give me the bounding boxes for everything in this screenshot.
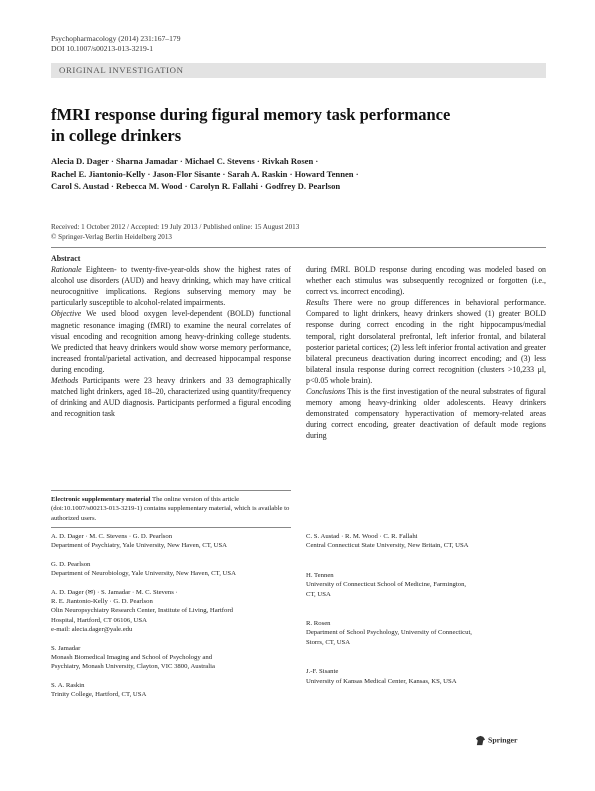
- title-line-1: fMRI response during figural memory task performance: [51, 105, 451, 124]
- esm-label: Electronic supplementary material: [51, 496, 151, 503]
- received-dates: Received: 1 October 2012 / Accepted: 19 July 2013 / Published online: 15 August 2013: [51, 223, 300, 231]
- publication-dates: [51, 222, 541, 242]
- abstract-heading: Abstract: [51, 254, 81, 263]
- affiliation-block: [51, 532, 296, 551]
- affiliation-line: Department of Neurobiology, Yale University, New Haven, CT, USA: [51, 570, 236, 578]
- esm-note: [51, 495, 291, 523]
- affiliation-block: [51, 560, 296, 579]
- methods-label: Methods: [51, 376, 79, 386]
- affiliation-names: G. D. Pearlson: [51, 560, 91, 568]
- affiliation-block: [51, 588, 296, 635]
- affiliation-names: R. Rosen: [306, 620, 331, 628]
- affiliation-line: University of Connecticut School of Medicine, Farmington,: [306, 581, 467, 589]
- rationale-label: Rationale: [51, 265, 82, 275]
- affiliations-right: [306, 532, 546, 686]
- affiliation-block: [306, 532, 546, 551]
- affiliation-block: [306, 571, 546, 599]
- results-label: Results: [306, 298, 329, 308]
- affiliation-line: Psychiatry, Monash University, Clayton, VIC 3800, Australia: [51, 663, 215, 671]
- affiliation-line: Storrs, CT, USA: [306, 638, 351, 646]
- paper-title: [51, 104, 531, 146]
- affiliation-line: Hospital, Hartford, CT 06106, USA: [51, 616, 147, 624]
- doi-line: DOI 10.1007/s00213-013-3219-1: [51, 44, 154, 53]
- affiliation-names: S. Jamadar: [51, 644, 81, 652]
- affiliation-names: A. D. Dager · M. C. Stevens · G. D. Pearlson: [51, 533, 173, 540]
- affiliation-line: University of Kansas Medical Center, Kansas, KS, USA: [306, 677, 457, 685]
- authors-line-2: Rachel E. Jiantonio-Kelly · Jason-Flor Sisante · Sarah A. Raskin · Howard Tennen ·: [51, 168, 359, 179]
- rationale-text: Eighteen- to twenty-five-year-olds show the highest rates of alcohol use disorders (AUD) and heavy drinking, which may have critical neurocognitive implications. Regions subserving memory may be particularly susceptible to alcohol-related impairments.: [51, 265, 291, 308]
- publisher-logo: [475, 735, 517, 746]
- abstract-top-rule: [51, 247, 546, 248]
- affiliation-block: [306, 667, 546, 686]
- affiliation-line: Department of Psychiatry, Yale University, New Haven, CT, USA: [51, 542, 228, 550]
- affiliations-left: [51, 532, 296, 700]
- affiliation-names: S. A. Raskin: [51, 681, 85, 689]
- authors-line-1: Alecia D. Dager · Sharna Jamadar · Michael C. Stevens · Rivkah Rosen ·: [51, 156, 319, 166]
- affiliation-names: H. Tennen: [306, 571, 334, 579]
- esm-text: The online version of this article (doi:10.1007/s00213-013-3219-1) contains supplementary material, which is available to authorized users.: [51, 496, 290, 522]
- affiliation-names: C. S. Austad · R. M. Wood · C. R. Fallahi: [306, 533, 418, 540]
- affiliation-names: A. D. Dager (✉) · S. Jamadar · M. C. Stevens ·: [51, 588, 178, 596]
- objective-text: We used blood oxygen level-dependent (BOLD) functional magnetic resonance imaging (fMRI) to examine the neural correlates of visual encoding and recognition among heavy-drinking college students. We predicted that heavy drinkers would show worse memory performance, increased frontal/parietal activation, and decreased hippocampal response during encoding.: [51, 309, 291, 374]
- affiliation-line: Central Connecticut State University, New Britain, CT, USA: [306, 542, 469, 550]
- abstract-left-column: [51, 253, 291, 419]
- affiliation-line: Department of School Psychology, University of Connecticut,: [306, 629, 472, 637]
- methods-text: Participants were 23 heavy drinkers and 33 demographically matched light drinkers, aged 18–20, characterized using quantity/frequency of drinking and AUD diagnosis. Participants performed a figural encoding and recognition task: [51, 376, 291, 419]
- affiliation-line: R. E. Jiantonio-Kelly · G. D. Pearlson: [51, 598, 153, 606]
- affiliation-line: Olin Neuropsychiatry Research Center, Institute of Living, Hartford: [51, 607, 233, 615]
- author-list: [51, 155, 521, 193]
- authors-line-3: Carol S. Austad · Rebecca M. Wood · Carolyn R. Fallahi · Godfrey D. Pearlson: [51, 181, 341, 191]
- affiliation-block: [51, 681, 296, 700]
- affiliation-line: Trinity College, Hartford, CT, USA: [51, 691, 147, 699]
- springer-horse-icon: [475, 735, 486, 746]
- section-label-bar: [51, 63, 546, 78]
- abstract-right-column: [306, 264, 546, 442]
- conclusions-text: This is the first investigation of the neural substrates of figural memory among heavy-drinking older adolescents. Heavy drinkers demonstrated compensatory hyperactivation of memory-related areas during correct encoding, greater deactivation of default mode regions during: [306, 387, 546, 441]
- publisher-name: Springer: [488, 735, 518, 745]
- methods-continuation: during fMRI. BOLD response during encoding was modeled based on whether each stimulus was subsequently recognized or forgotten (i.e., correct vs. incorrect encoding).: [306, 265, 546, 297]
- results-text: There were no group differences in behavioral performance. Compared to light drinkers, heavy drinkers showed (1) greater BOLD response during correct encoding in the right hippocampus/medial temporal, right dorsolateral prefrontal, left inferior frontal, and bilateral posterior parietal cortices; (2) less left inferior frontal activation and greater bilateral precuneus deactivation during incorrect encoding; and (3) less bilateral insula response during correct recognition (clusters >10,233 μl, p<0.05 whole brain).: [306, 298, 546, 385]
- esm-bottom-rule: [51, 527, 291, 528]
- footnote-rule: [51, 490, 291, 491]
- objective-label: Objective: [51, 309, 82, 319]
- section-label: ORIGINAL INVESTIGATION: [59, 65, 184, 75]
- affiliation-line: Monash Biomedical Imaging and School of Psychology and: [51, 654, 213, 662]
- affiliation-block: [51, 644, 296, 672]
- affiliation-line: CT, USA: [306, 590, 331, 598]
- corresponding-email[interactable]: e-mail: alecia.dager@yale.edu: [51, 626, 133, 634]
- affiliation-names: J.-F. Sisante: [306, 668, 339, 676]
- copyright-line: © Springer-Verlag Berlin Heidelberg 2013: [51, 233, 172, 241]
- conclusions-label: Conclusions: [306, 387, 346, 397]
- title-line-2: in college drinkers: [51, 126, 182, 145]
- affiliation-block: [306, 619, 546, 647]
- journal-citation: Psychopharmacology (2014) 231:167–179: [51, 34, 181, 43]
